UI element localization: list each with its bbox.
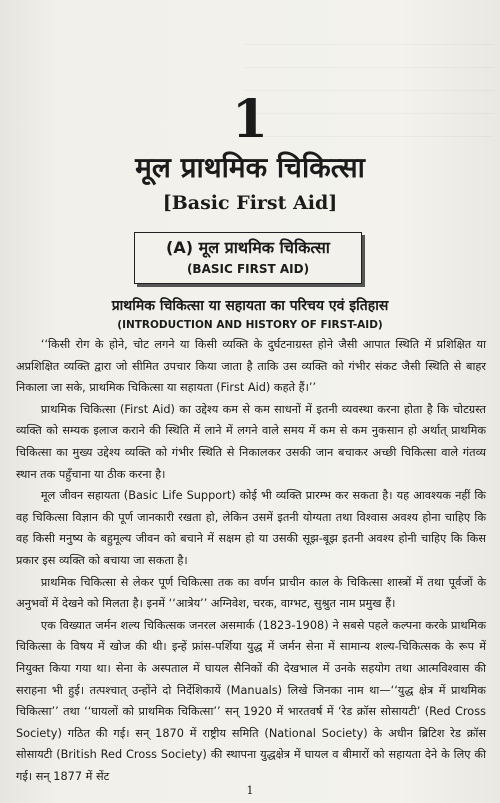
- chapter-subtitle: [Basic First Aid]: [162, 192, 338, 214]
- paragraph-purpose: प्राथमिक चिकित्सा (First Aid) का उद्देश्य कम से कम साधनों में इतनी व्यवस्था करना होता है कि चोटग्रस्त व्यक्ति को सम्यक इलाज कराने की स्थिति में लाने में लगने वाले समय में कम से कम नुकसान हो अर्थात् प्राथमिक चिकित्सा का मुख्य उद्देश्य व्यक्ति को गंभीर स्थिति से निकालकर उसकी जान बचाकर अच्छी चिकित्सा वाले गंतव्य स्थान तक पहुँचाना या ठीक करना है।: [16, 402, 486, 481]
- paragraph-definition: ‘‘किसी रोग के होने, चोट लगने या किसी व्यक्ति के दुर्घटनाग्रस्त होने जैसी आपात स्थिति में प्रशिक्षित या अप्रशिक्षित व्यक्ति द्वारा जो सीमित उपचार किया जाता है ताकि उस व्यक्ति को गंभीर संकट जैसी स्थिति से बाहर निकाला जा सके, प्राथमिक चिकित्सा या सहायता (First Aid) कहते हैं।’’: [16, 338, 486, 395]
- section-subtitle: (INTRODUCTION AND HISTORY OF FIRST-AID): [117, 319, 383, 331]
- paragraph-ancient-history: प्राथमिक चिकित्सा से लेकर पूर्ण चिकित्सा तक का वर्णन प्राचीन काल के चिकित्सा शास्त्रों में तथा पूर्वजों के अनुभवों में देखने को मिलता है। इनमें ‘‘आत्रेय’’ अग्निवेश, चरक, वाग्भट, सुश्रुत नाम प्रमुख हैं।: [16, 575, 486, 611]
- page-number: 1: [246, 784, 254, 797]
- section-title: प्राथमिक चिकित्सा या सहायता का परिचय एवं इतिहास: [111, 298, 389, 314]
- paragraph-basic-life-support: मूल जीवन सहायता (Basic Life Support) कोई भी व्यक्ति प्रारम्भ कर सकता है। यह आवश्यक नहीं कि वह चिकित्सा विज्ञान की पूर्ण जानकारी रखता हो, लेकिन उसमें इतनी योग्यता तथा विश्वास अवश्य होना चाहिए कि वह किसी मनुष्य के बहुमूल्य जीवन को बचाने में सक्षम हो या उसकी सूझ-बूझ इतनी अवश्य होनी चाहिए कि किस प्रकार इस व्यक्ति को बचाया जा सकता है।: [16, 489, 486, 567]
- chapter-number: 1: [231, 89, 269, 150]
- chapter-title: मूल प्राथमिक चिकित्सा: [135, 151, 365, 184]
- section-heading-box: [134, 232, 362, 284]
- body-text: [16, 334, 486, 787]
- paragraph-modern-history: एक विख्यात जर्मन शल्य चिकित्सक जनरल असमार्क (1823-1908) ने सबसे पहले कल्पना करके प्राथमिक चिकित्सा के विषय में खोज की थी। इन्हें फ्रांस-पर्शिया युद्ध में जर्मन सेना में सामान्य शल्य-चिकित्सक के रूप में नियुक्त किया गया था। सेना के अस्पताल में घायल सैनिकों की देखभाल में उनके सहयोग तथा आत्मविश्वास की सराहना भी हुई। तत्पश्चात् उन्होंने दो निर्देशिकायें (Manuals) लिखे जिनका नाम था—‘‘युद्ध क्षेत्र में प्राथमिक चिकित्सा’’ तथा ‘‘घायलों को प्राथमिक चिकित्सा’’ सन् 1920 में भारतवर्ष में ‘रेड क्रॉस सोसायटी’ (Red Cross Society) गठित की गई। सन् 1870 में राष्ट्रीय समिति (National Society) के अधीन ब्रिटिश रेड क्रॉस सोसायटी (British Red Cross Society) की स्थापना युद्धक्षेत्र में घायल व बीमारों को सहायता देने के लिए की गई। सन् 1877 में सेंट: [16, 618, 486, 783]
- box-heading-hindi: (A) मूल प्राथमिक चिकित्सा: [166, 238, 330, 257]
- box-heading-english: (BASIC FIRST AID): [186, 262, 310, 276]
